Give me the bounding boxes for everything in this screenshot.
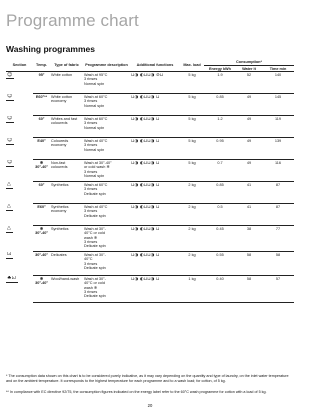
table-row (6, 182, 294, 204)
description-line: 3 rinses (84, 169, 98, 174)
function-symbols-icon: ⊔◑ ⊔ (147, 225, 160, 231)
function-symbols-icon: ⊔◑ ◐⊔ (131, 137, 148, 143)
energy-cell: 0.5 (204, 204, 236, 226)
energy-cell: 0.95 (204, 138, 236, 160)
programme-table (6, 60, 294, 303)
temperature-cell: E40° (33, 138, 50, 160)
fabric-cell: White cotton economy (50, 94, 83, 116)
description-line: 3 rinses (84, 143, 98, 148)
fabric-cell: Non-fast coloureds (50, 160, 83, 182)
energy-cell: 0.7 (204, 160, 236, 182)
table-row (6, 276, 294, 303)
temperature-cell: ❄ 30°-40° (33, 160, 50, 182)
water-cell: 49 (236, 116, 262, 138)
header-temp: Temp. (33, 60, 50, 72)
description-line: 3 rinses (84, 209, 98, 214)
section-symbol-icon: △ (7, 225, 11, 232)
table-row (6, 226, 294, 252)
programme-description-cell (83, 226, 130, 252)
temperature-cell: 30°-40° (33, 252, 50, 276)
description-line: Normal spin (84, 125, 105, 130)
function-symbols-icon: ⊔◑ ◐⊔ (131, 93, 148, 99)
temperature-cell: E60° (33, 204, 50, 226)
fabric-cell: Synthetics (50, 182, 83, 204)
description-line: Wash at 30°- (84, 226, 106, 231)
function-symbols-icon: ⊔◑ ⊔ (147, 93, 160, 99)
header-load: Max. load (180, 60, 204, 72)
description-line: 40°C or cold (84, 281, 105, 286)
table-row (6, 116, 294, 138)
temperature-cell: 95° (33, 72, 50, 94)
max-load-cell: 5 kg (180, 138, 204, 160)
function-symbols-icon: ⊔◑ ◐⊔ (131, 251, 148, 257)
description-line: 3 rinses (84, 77, 98, 82)
function-symbols-icon: ⊔◑ ⊔ (147, 115, 160, 121)
programme-description-cell (83, 276, 130, 303)
max-load-cell: 5 kg (180, 160, 204, 182)
time-cell: 77 (262, 226, 294, 252)
time-cell: 119 (262, 116, 294, 138)
programme-description-cell (83, 160, 130, 182)
fabric-cell: Wool/hand-wash (50, 276, 83, 303)
description-line: wash ❄ (84, 285, 98, 290)
time-cell: 145 (262, 94, 294, 116)
description-line: Wash at 60°C (84, 94, 108, 99)
time-cell: 140 (262, 72, 294, 94)
energy-cell: 0.40 (204, 276, 236, 303)
temperature-cell: E60°** (33, 94, 50, 116)
header-water: Water lt (236, 66, 262, 72)
additional-functions-cell (130, 252, 180, 276)
header-programme: Programme description (83, 60, 130, 72)
description-line: 40°C (84, 257, 93, 262)
energy-cell: 1.2 (204, 116, 236, 138)
temperature-cell: ❄ 30°-40° (33, 226, 50, 252)
header-fabric: Type of fabric (50, 60, 83, 72)
temperature-cell: 60° (33, 116, 50, 138)
fabric-cell: Delicates (50, 252, 83, 276)
section-symbol-icon: ♣⊡ (7, 275, 16, 282)
description-line: Wash at 30°- (84, 276, 106, 281)
description-line: wash ❄ (84, 235, 98, 240)
energy-cell: 0.45 (204, 226, 236, 252)
page-number: 20 (147, 403, 153, 408)
section-symbol-icon: ☺ (7, 137, 13, 144)
time-cell: 58 (262, 252, 294, 276)
additional-functions-cell (130, 204, 180, 226)
programme-description-cell (83, 182, 130, 204)
additional-functions-cell (130, 160, 180, 182)
function-symbols-icon: ⊔◑ ◐⊔ (131, 159, 148, 165)
additional-functions-cell (130, 276, 180, 303)
additional-functions-cell (130, 182, 180, 204)
function-symbols-icon: ⊔◑ ⊔ (147, 181, 160, 187)
description-line: Wash at 30°-40° (84, 160, 112, 165)
description-line: 3 rinses (84, 261, 98, 266)
time-cell: 116 (262, 160, 294, 182)
footnote-consumption: * The consumption data shown on this chart is to be considered purely indicative, as it may vary depending on the quantity and type of laundry, on the inlet water temperature and on the ambient temperature. It corresponds to the highest temperature for each programme and to a wash load; for cotton, of 5 kg. (6, 374, 289, 383)
table-row (6, 252, 294, 276)
function-symbols-icon: ⊔◑ ⊔ (147, 159, 160, 165)
fabric-cell: White cotton (50, 72, 83, 94)
time-cell: 87 (262, 182, 294, 204)
description-line: Wash at 40°C (84, 138, 108, 143)
time-cell: 57 (262, 276, 294, 303)
fabric-cell: Whites and fast coloureds (50, 116, 83, 138)
section-symbol-icon: ☺ (7, 115, 13, 122)
water-cell: 58 (236, 276, 262, 303)
max-load-cell: 5 kg (180, 116, 204, 138)
description-line: 3 rinses (84, 239, 98, 244)
fabric-cell: Coloureds economy (50, 138, 83, 160)
function-symbols-icon: ⊔◑ ◐⊔ (131, 181, 148, 187)
table-row (6, 94, 294, 116)
table-row (6, 160, 294, 182)
function-symbols-icon: ⊔◑ ◐⊔ (131, 275, 148, 281)
function-symbols-icon: ⊔◑ ◐⊔ (131, 115, 148, 121)
table-row (6, 72, 294, 94)
description-line: 3 rinses (84, 121, 98, 126)
max-load-cell: 2 kg (180, 182, 204, 204)
additional-functions-cell (130, 72, 180, 94)
function-symbols-icon: ⊔◑ ◐⊔ (131, 71, 148, 77)
description-line: Wash at 60°C (84, 182, 108, 187)
max-load-cell: 2 kg (180, 204, 204, 226)
max-load-cell: 5 kg (180, 72, 204, 94)
programme-description-cell (83, 72, 130, 94)
time-cell: 87 (262, 204, 294, 226)
description-line: 40°C or cold (84, 231, 105, 236)
energy-cell: 0.85 (204, 94, 236, 116)
section-symbol-icon: △ (7, 181, 11, 188)
energy-cell: 0.85 (204, 182, 236, 204)
programme-description-cell (83, 94, 130, 116)
function-symbols-icon: ⊔◑ ◐⊔ (131, 203, 148, 209)
description-line: Wash at 60°C (84, 116, 108, 121)
energy-cell: 1.9 (204, 72, 236, 94)
section-symbol-icon: ☺ (7, 159, 13, 166)
description-line: Normal spin (84, 103, 105, 108)
water-cell: 49 (236, 94, 262, 116)
description-line: 3 rinses (84, 187, 98, 192)
description-line: or cold wash ❄ (84, 165, 110, 170)
additional-functions-cell (130, 116, 180, 138)
function-symbols-icon: ⊔◑ ⊔ (147, 137, 160, 143)
max-load-cell: 5 kg (180, 94, 204, 116)
header-energy: Energy kWh (204, 66, 236, 72)
section-subtitle: Washing programmes (6, 44, 95, 54)
temperature-cell: ❄ 30°-40° (33, 276, 50, 303)
description-line: Delicate spin (84, 191, 106, 196)
water-cell: 49 (236, 138, 262, 160)
description-line: Normal spin (84, 173, 105, 178)
description-line: Wash at 95°C (84, 72, 108, 77)
section-symbol-icon: ☺ (7, 72, 13, 78)
additional-functions-cell (130, 226, 180, 252)
description-line: Delicate spin (84, 244, 106, 249)
max-load-cell: 2 kg (180, 252, 204, 276)
fabric-cell: Synthetics (50, 226, 83, 252)
additional-functions-cell (130, 138, 180, 160)
water-cell: 38 (236, 226, 262, 252)
header-functions: Additional functions (130, 60, 180, 72)
fabric-cell: Synthetics economy (50, 204, 83, 226)
description-line: Delicate spin (84, 265, 106, 270)
max-load-cell: 2 kg (180, 226, 204, 252)
description-line: Wash at 30°- (84, 252, 106, 257)
page-title: Programme chart (6, 11, 139, 30)
description-line: Delicate spin (84, 294, 106, 299)
description-line: 3 rinses (84, 99, 98, 104)
max-load-cell: 1 kg (180, 276, 204, 303)
water-cell: 41 (236, 204, 262, 226)
water-cell: 58 (236, 252, 262, 276)
programme-description-cell (83, 252, 130, 276)
description-line: Normal spin (84, 81, 105, 86)
programme-description-cell (83, 204, 130, 226)
description-line: Wash at 40°C (84, 204, 108, 209)
description-line: Normal spin (84, 147, 105, 152)
table-row (6, 204, 294, 226)
programme-description-cell (83, 138, 130, 160)
table-row (6, 138, 294, 160)
energy-cell: 0.55 (204, 252, 236, 276)
header-time: Time min (262, 66, 294, 72)
footnote-directive: ** In compliance with EC directive 92/75, the consumption figures indicated on the energy label refer to the 60°C wash programme for cotton with a load of 5 kg. (6, 390, 267, 394)
header-consumption: Consumption* (204, 60, 294, 66)
description-line: 3 rinses (84, 289, 98, 294)
water-cell: 41 (236, 182, 262, 204)
water-cell: 49 (236, 160, 262, 182)
temperature-cell: 60° (33, 182, 50, 204)
additional-functions-cell (130, 94, 180, 116)
header-section: Section (6, 60, 33, 72)
function-symbols-icon: ⊔◑ ⊔ (147, 275, 160, 281)
section-symbol-icon: ⊡ (7, 251, 12, 258)
function-symbols-icon: ⊔◑ ⊔ (147, 203, 160, 209)
function-symbols-icon: ⊔◑ ⊔ (147, 251, 160, 257)
description-line: Delicate spin (84, 213, 106, 218)
section-symbol-icon: ☺ (7, 93, 13, 100)
function-symbols-icon: ⊔◑ ◐⊔ (131, 225, 148, 231)
programme-description-cell (83, 116, 130, 138)
function-symbols-icon: ⊔◑ ⊘⊔ (147, 71, 164, 77)
time-cell: 139 (262, 138, 294, 160)
water-cell: 52 (236, 72, 262, 94)
section-symbol-icon: △ (7, 203, 11, 210)
